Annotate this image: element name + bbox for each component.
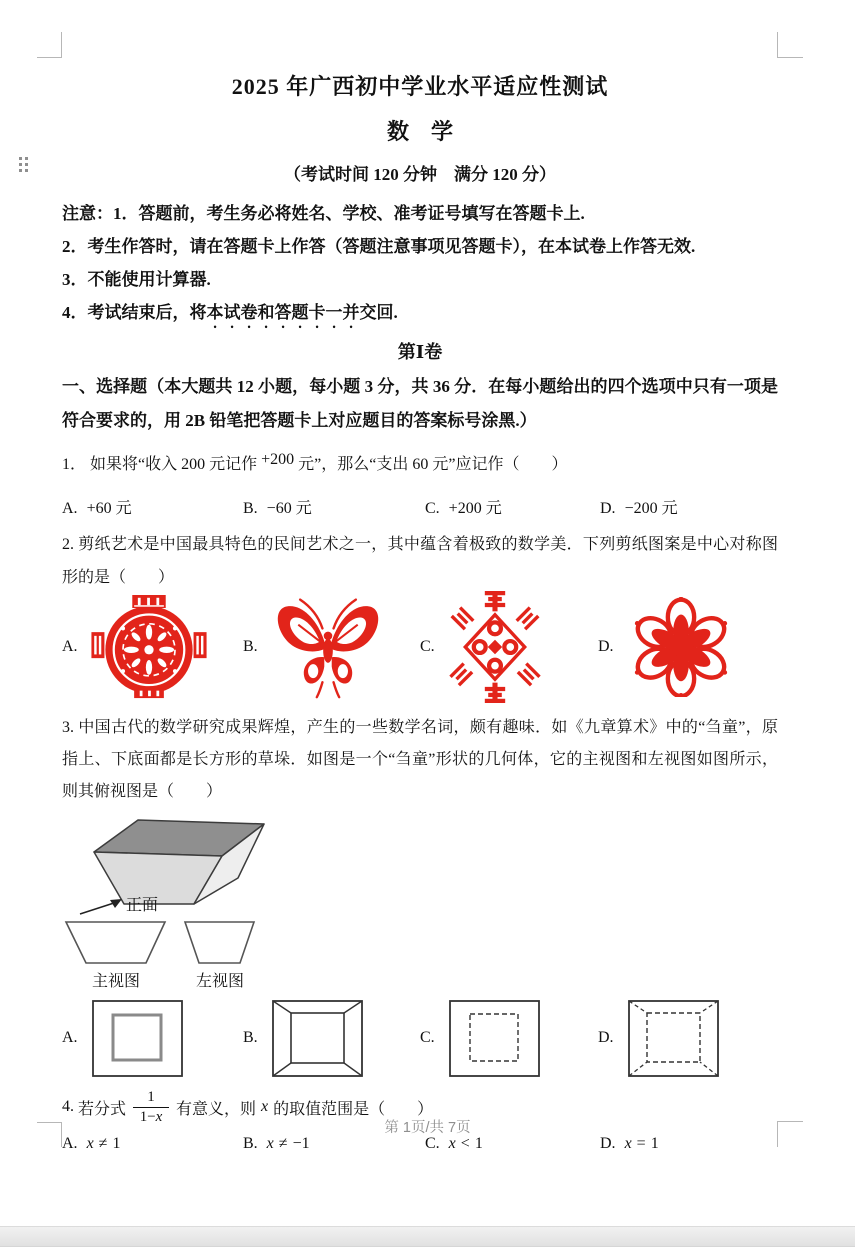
- notice-line-3: 3．不能使用计算器.: [62, 270, 211, 289]
- notice-line-4-prefix: 4．考试结束后，将: [62, 303, 207, 322]
- q4-option-a-rhs: 1: [112, 1135, 121, 1152]
- q2-option-c: [420, 591, 598, 703]
- question-3-number: 3.: [62, 719, 74, 736]
- question-2-body: 剪纸艺术是中国最具特色的民间艺术之一，其中蕴含着极致的数学美．下列剪纸图案是中心对称图形的是（ ）: [62, 536, 778, 586]
- q4-option-b: [243, 1135, 425, 1153]
- footer-page-indicator: 第 1页/共 7页: [384, 1120, 471, 1136]
- top-view-option-c-image: [449, 1000, 540, 1077]
- q2-option-a-label: A.: [62, 638, 78, 655]
- q4-option-b-op: ≠: [278, 1135, 288, 1152]
- q2-option-a: [62, 595, 243, 699]
- q4-option-b-lhs: x: [266, 1135, 274, 1152]
- exam-time-score-info: （考试时间 120 分钟 满分 120 分）: [284, 165, 556, 184]
- q2-option-b: [243, 595, 420, 699]
- q4-option-b-label: B.: [243, 1135, 258, 1152]
- fraction-den-variable: x: [155, 1108, 163, 1125]
- front-view-label: 主视图: [91, 973, 140, 990]
- q1-option-a-value: +60 元: [86, 500, 132, 517]
- q3-option-a-label: A.: [62, 1029, 78, 1046]
- volume-heading: 第Ⅰ卷: [397, 342, 443, 362]
- q4-option-d-op: =: [636, 1135, 646, 1152]
- orthographic-views: [64, 920, 778, 991]
- q1-option-b: [243, 495, 425, 518]
- notice-block: [62, 197, 778, 332]
- top-view-option-d-image: [628, 1000, 719, 1077]
- q1-option-d-value: −200 元: [624, 500, 678, 517]
- q1-option-c-label: C.: [425, 500, 440, 517]
- q3-option-d-label: D.: [598, 1029, 614, 1046]
- q4-option-c: [425, 1135, 600, 1153]
- q4-option-d: [600, 1135, 778, 1153]
- question-4-number: 4.: [62, 1098, 74, 1115]
- front-face-label: 正面: [126, 897, 159, 914]
- snowflake-papercut-image: [447, 591, 543, 703]
- q1-option-d: [600, 495, 778, 518]
- q3-option-b: [243, 1000, 420, 1077]
- question-1-text: [62, 448, 778, 481]
- q2-option-d-label: D.: [598, 638, 614, 655]
- butterfly-papercut-image: [270, 595, 386, 699]
- q4-option-c-label: C.: [425, 1135, 440, 1152]
- q4-option-a: [62, 1135, 243, 1153]
- crop-mark-top-left: [37, 32, 62, 58]
- frustum-3d-image: [72, 812, 282, 916]
- notice-line-4: [62, 296, 778, 332]
- drag-handle-icon[interactable]: [19, 157, 28, 172]
- flower-papercut-image: [626, 597, 736, 697]
- q3-option-c-label: C.: [420, 1029, 435, 1046]
- q4-option-b-rhs: −1: [292, 1135, 310, 1152]
- question-2-text: [62, 528, 778, 594]
- section-instructions: 一、选择题（本大题共 12 小题，每小题 3 分，共 36 分．在每小题给出的四个选项中只有一项是符合要求的，用 2B 铅笔把答题卡上对应题目的答案标号涂黑.）: [62, 377, 778, 430]
- q1-option-a: [62, 495, 243, 518]
- fraction-numerator: 1: [147, 1088, 155, 1105]
- q4-option-d-lhs: x: [624, 1135, 632, 1152]
- q3-option-c: [420, 1000, 598, 1077]
- q1-option-d-label: D.: [600, 500, 616, 517]
- question-2-number: 2.: [62, 536, 74, 553]
- question-3-body: 中国古代的数学研究成果辉煌，产生的一些数学名词，颇有趣味．如《九章算术》中的“刍童”，原指上、下底面都是长方形的草垛．如图是一个“刍童”形状的几何体，它的主视图和左视图如图所示，则其俯视图是（ ）: [62, 719, 778, 800]
- side-view: [182, 920, 258, 991]
- q4-option-a-lhs: x: [86, 1135, 94, 1152]
- page-gap-strip: [0, 1226, 855, 1247]
- notice-line-4-suffix: 交回.: [359, 303, 398, 322]
- q4-option-d-rhs: 1: [650, 1135, 659, 1152]
- page-content: [62, 58, 778, 1153]
- chutong-solid-figure: [72, 812, 312, 916]
- fraction-den-prefix: 1−: [139, 1108, 156, 1125]
- notice-line-2: 2．考生作答时，请在答题卡上作答（答题注意事项见答题卡），在本试卷上作答无效.: [62, 237, 696, 256]
- round-papercut-image: [90, 595, 208, 699]
- exam-title: 2025 年广西初中学业水平适应性测试: [231, 74, 609, 99]
- q1-option-c: [425, 495, 600, 518]
- question-4-before: 若分式: [78, 1100, 127, 1118]
- q4-option-d-label: D.: [600, 1135, 616, 1152]
- question-2-option-images: [62, 594, 778, 700]
- q4-option-a-op: ≠: [98, 1135, 108, 1152]
- question-4-after: 的取值范围是（ ）: [273, 1100, 434, 1118]
- q4-option-a-label: A.: [62, 1135, 78, 1152]
- question-1-options: [62, 495, 778, 518]
- q1-option-b-label: B.: [243, 500, 258, 517]
- q2-option-b-label: B.: [243, 638, 258, 655]
- q3-option-d: [598, 1000, 778, 1077]
- question-1-superscript-value: +200: [261, 451, 295, 468]
- top-view-option-a-image: [92, 1000, 183, 1077]
- q4-option-c-rhs: 1: [474, 1135, 483, 1152]
- question-3-text: [62, 712, 778, 808]
- side-view-label: 左视图: [195, 973, 244, 990]
- q4-option-c-lhs: x: [448, 1135, 456, 1152]
- question-4-mid: 有意义，则: [176, 1100, 257, 1118]
- front-view-image: [64, 920, 168, 966]
- question-4-options: [62, 1135, 778, 1153]
- q4-option-c-op: <: [460, 1135, 470, 1152]
- front-view: [64, 920, 168, 991]
- q1-option-a-label: A.: [62, 500, 78, 517]
- question-4-variable: x: [261, 1098, 269, 1115]
- notice-line-1: 注意：1．答题前，考生务必将姓名、学校、准考证号填写在答题卡上.: [62, 204, 585, 223]
- q1-option-b-value: −60 元: [266, 500, 312, 517]
- question-1-part2: 元”，那么“支出 60 元”应记作（ ）: [294, 456, 568, 473]
- q2-option-c-label: C.: [420, 638, 435, 655]
- q1-option-c-value: +200 元: [448, 500, 502, 517]
- subject-title: 数 学: [386, 119, 453, 144]
- q3-option-a: [62, 1000, 243, 1077]
- q2-option-d: [598, 597, 778, 697]
- notice-line-4-emphasized: 本试卷和答题卡一并: [206, 303, 360, 322]
- question-1-part1: 如果将“收入 200 元记作: [90, 456, 262, 473]
- q3-option-b-label: B.: [243, 1029, 258, 1046]
- crop-mark-top-right: [777, 32, 803, 58]
- question-3-option-images: [62, 999, 778, 1077]
- side-view-image: [182, 920, 258, 966]
- question-1-number: 1．: [62, 456, 87, 473]
- top-view-option-b-image: [272, 1000, 363, 1077]
